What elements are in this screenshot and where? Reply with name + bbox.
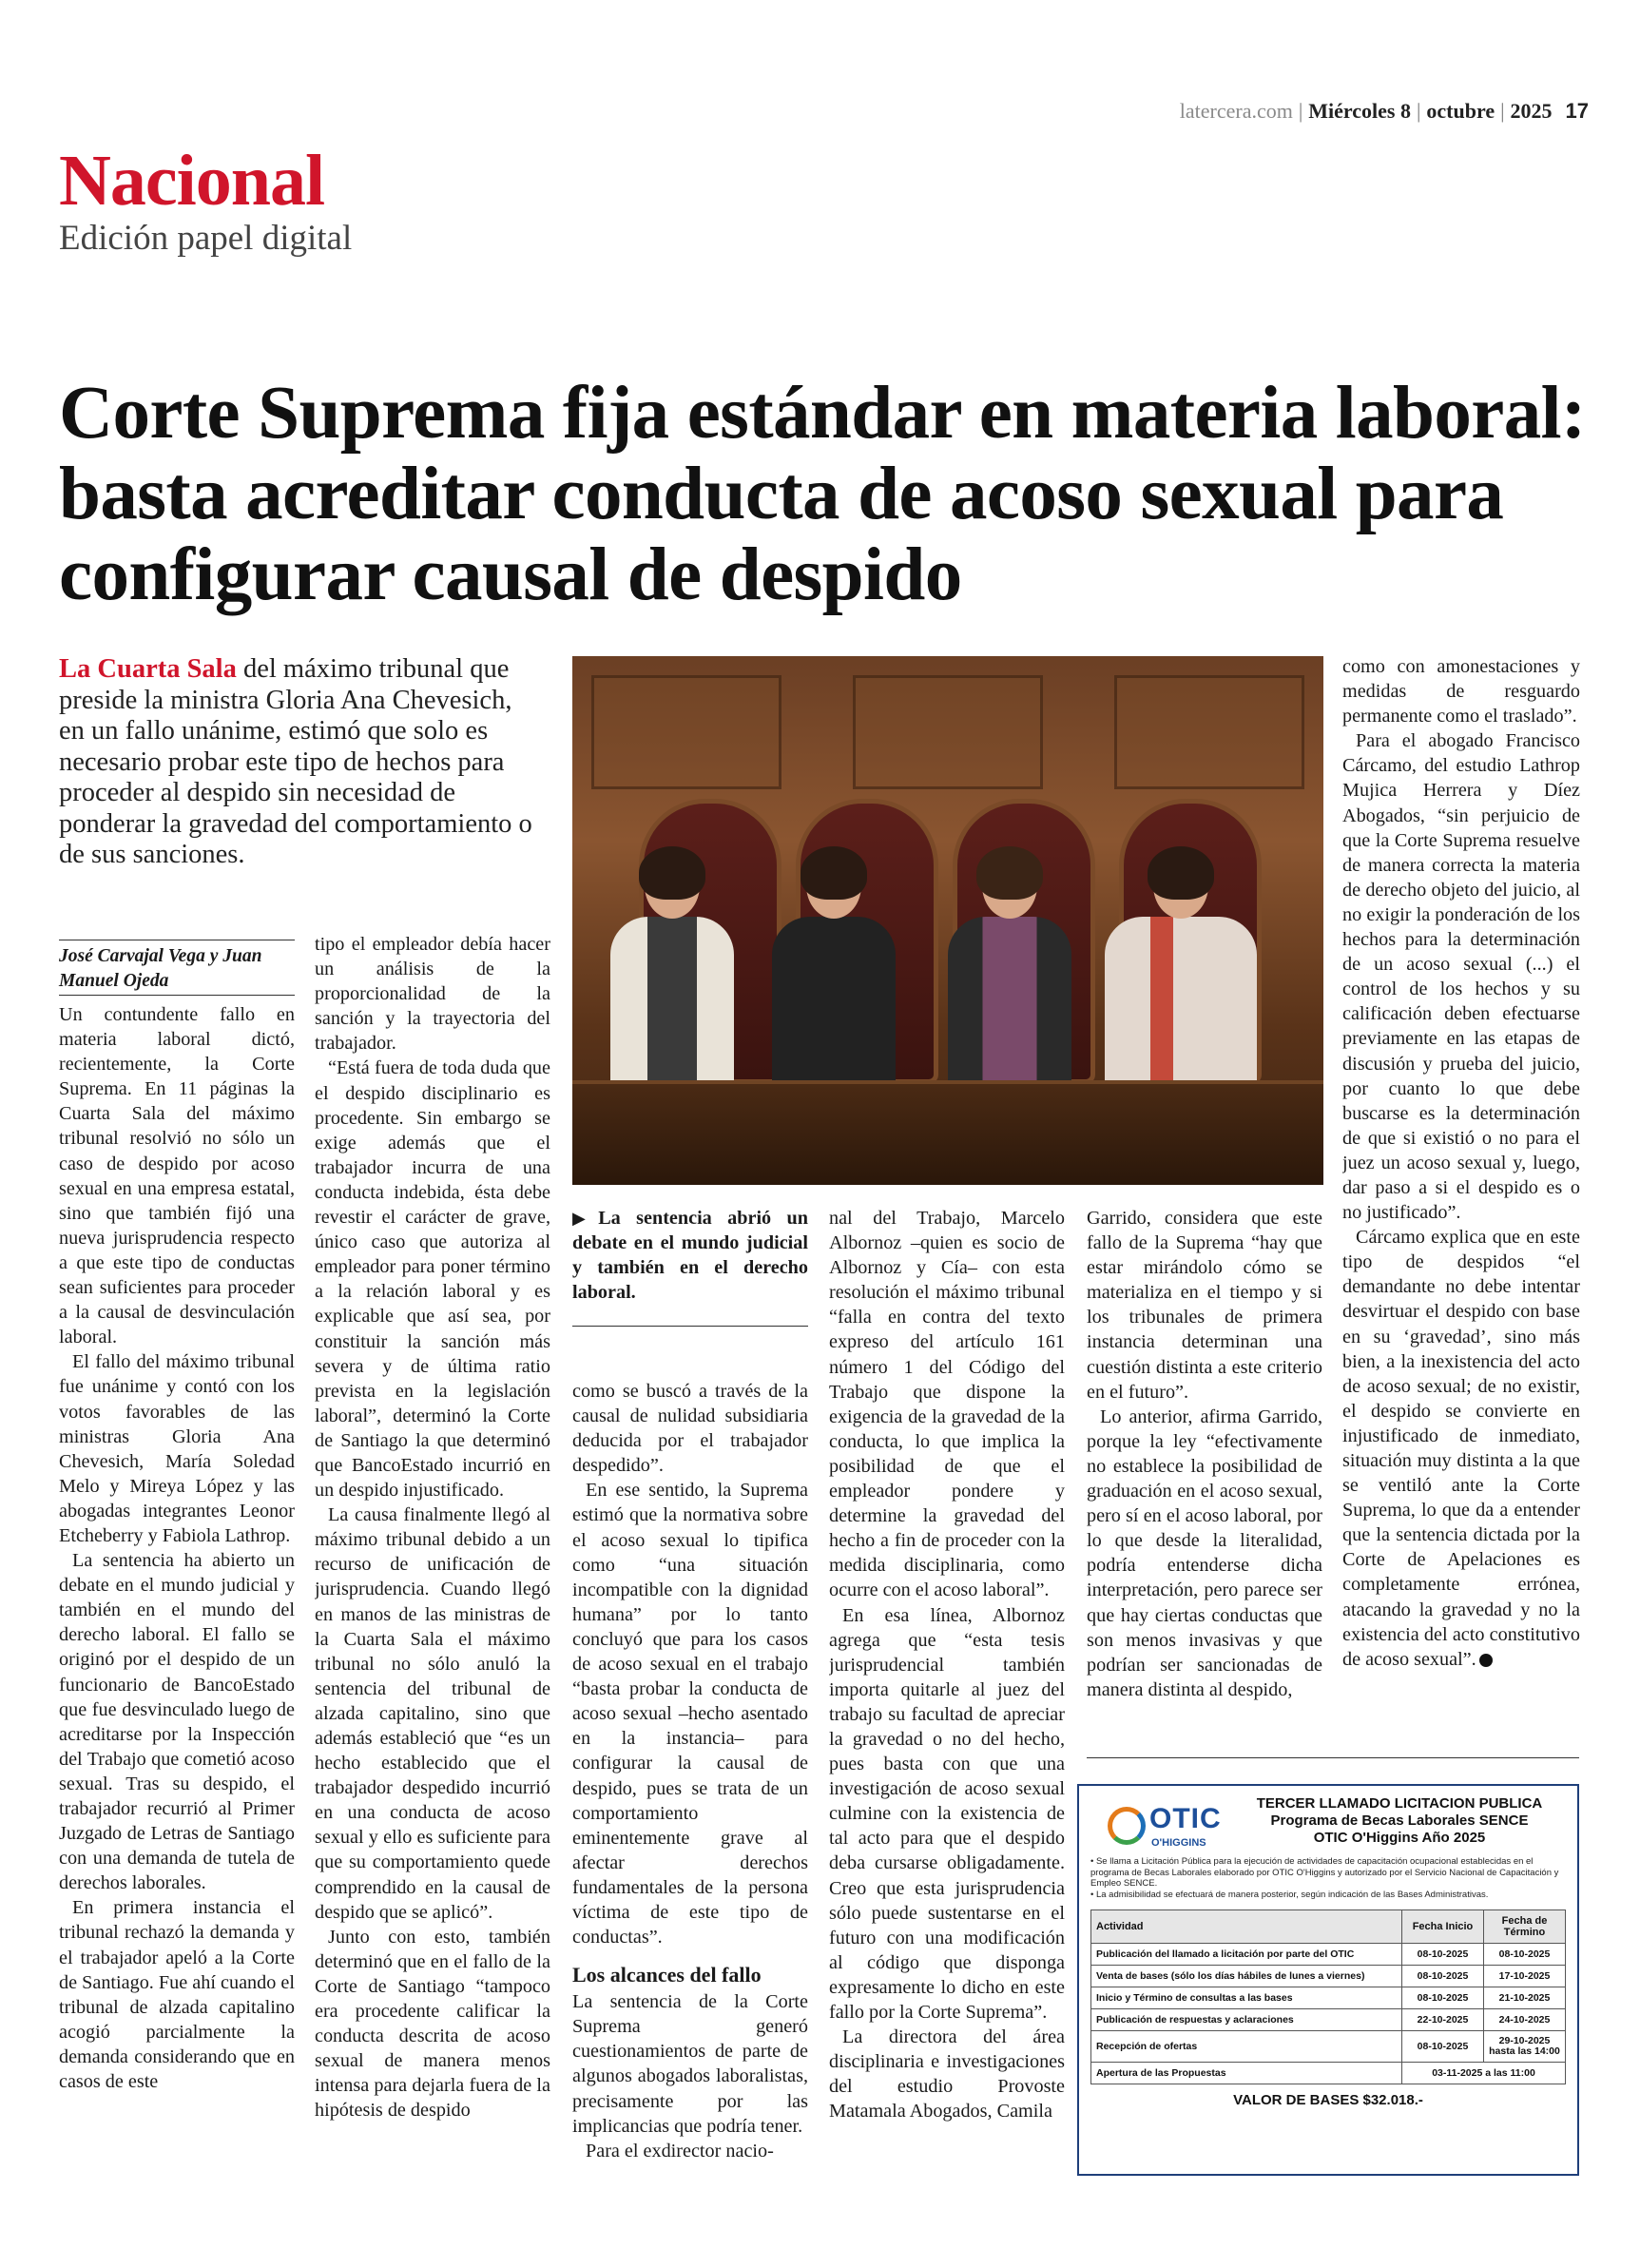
end-of-article-icon bbox=[1479, 1654, 1493, 1667]
paragraph: Un contundente fallo en materia laboral dictó, recientemente, la Corte Suprema. En 11 páginas la Cuarta Sala del máximo tribunal resolvió no sólo un caso de despido por acoso sexual en una empresa estatal, sino que también fijó una nueva jurisprudencia respecto a que este tipo de conductas sean suficientes para proceder a la causal de desvinculación laboral. bbox=[59, 1004, 295, 1348]
photo-caption bbox=[572, 1206, 808, 1305]
ad-note: • Se llama a Licitación Pública para la ejecución de actividades de capacitación ocupacional establecidas en el programa de Becas Laborales elaborado por OTIC O'Higgins y autorizado por el Servicio Nacional de Capacitación y Empleo SENCE. bbox=[1090, 1856, 1559, 1889]
schedule-table bbox=[1090, 1909, 1566, 2084]
person-figure bbox=[772, 852, 896, 1097]
wood-panel bbox=[853, 675, 1043, 789]
date-year: 2025 bbox=[1510, 99, 1553, 123]
paragraph: El fallo del máximo tribunal fue unánime y contó con los votos favorables de las ministras Gloria Ana Chevesich, María Soledad Melo y Mireya López y las abogadas integrantes Leonor Etcheberry y Fabiola Lathrop. bbox=[59, 1351, 295, 1546]
paragraph: Para el exdirector nacio- bbox=[586, 2140, 774, 2161]
wood-panel bbox=[1114, 675, 1304, 789]
article-lead bbox=[59, 654, 544, 871]
desk bbox=[572, 1080, 1323, 1185]
paragraph: tipo el empleador debía hacer un análisis de la proporcionalidad de la sanción y la trayectoria del trabajador. bbox=[315, 934, 550, 1055]
paragraph bbox=[1342, 1225, 1580, 1672]
ad-title-line: TERCER LLAMADO LICITACION PUBLICA bbox=[1256, 1795, 1543, 1812]
person-figure bbox=[1105, 852, 1257, 1097]
otic-logo bbox=[1108, 1801, 1231, 1858]
table-row bbox=[1091, 2009, 1566, 2031]
paragraph: Lo anterior, afirma Garrido, porque la ley “efectivamente no establece la posibilidad de graduación en el acoso sexual, pero sí en el acoso laboral, por lo que desde la literalidad, podría entenderse dicha interpretación, pero parece ser que hay ciertas conductas que son menos invasivas y que podrían ser sancionadas de manera distinta al despido, bbox=[1087, 1405, 1322, 1700]
logo-subtitle: O'HIGGINS bbox=[1151, 1837, 1206, 1849]
table-header-row bbox=[1091, 1910, 1566, 1944]
table-row bbox=[1091, 2063, 1566, 2084]
wood-panel bbox=[591, 675, 781, 789]
paragraph: Junto con esto, también determinó que en el fallo de la Corte de Santiago “tampoco era procedente calificar la conducta descrita de acoso sexual de manera menos intensa para dejarla fuera de la hipótesis de despido bbox=[315, 1926, 550, 2122]
activity-cell: Publicación del llamado a licitación por parte del OTIC bbox=[1091, 1944, 1402, 1966]
ad-note: • La admisibilidad se efectuará de manera posterior, según indicación de las Bases Administrativas. bbox=[1090, 1889, 1489, 1900]
paragraph: La sentencia de la Corte Suprema generó cuestionamientos de parte de algunos abogados laboralistas, precisamente por las implicancias que podría tener. bbox=[572, 1991, 808, 2137]
article-column-2 bbox=[315, 932, 550, 2172]
otic-advertisement bbox=[1077, 1784, 1579, 2176]
paragraph: Garrido, considera que este fallo de la Suprema “hay que estar mirándolo cómo se materializa en el tiempo y si los tribunales de primera instancia determinan una cuestión distinta a este criterio en el futuro”. bbox=[1087, 1208, 1322, 1403]
paragraph: como se buscó a través de la causal de nulidad subsidiaria deducida por el trabajador despedido”. bbox=[572, 1381, 808, 1477]
article-column-5 bbox=[1087, 1206, 1322, 1738]
table-row bbox=[1091, 1944, 1566, 1966]
table-row bbox=[1091, 2031, 1566, 2063]
start-date-cell: 08-10-2025 bbox=[1402, 1987, 1484, 2009]
ad-notes bbox=[1090, 1856, 1566, 1900]
date-span-cell: 03-11-2025 a las 11:00 bbox=[1402, 2063, 1566, 2084]
start-date-cell: 08-10-2025 bbox=[1402, 1944, 1484, 1966]
paragraph: En primera instancia el tribunal rechazó la demanda y el trabajador apeló a la Corte de Santiago. Fue ahí cuando el tribunal de alzada capitalino acogió parcialmente la demanda considerando que en casos de este bbox=[59, 1897, 295, 2093]
column-header: Fecha Inicio bbox=[1402, 1910, 1484, 1944]
triangle-icon: ▶ bbox=[572, 1209, 597, 1228]
paragraph: La directora del área disciplinaria e investigaciones del estudio Provoste Matamala Abogados, Camila bbox=[829, 2026, 1065, 2123]
article-column-4 bbox=[829, 1206, 1065, 2174]
end-date-cell: 17-10-2025 bbox=[1484, 1966, 1566, 1987]
paragraph: En ese sentido, la Suprema estimó que la normativa sobre el acoso sexual lo tipifica como “una situación incompatible con la dignidad humana” por lo tanto concluyó que para los casos de acoso sexual en el trabajo “basta probar la conducta de acoso sexual –hecho asentado en la instancia– para configurar la causal de despido, pues se trata de un comportamiento eminentemente grave al afectar derechos fundamentales de la persona víctima de este tipo de conductas”. bbox=[572, 1480, 808, 1948]
paragraph: “Está fuera de toda duda que el despido disciplinario es procedente. Sin embargo se exige además que el trabajador incurra de una conducta indebida, ésta debe revestir el carácter de grave, único caso que autoriza al empleador para poner término a la relación laboral y es explicable que así sea, por constituir la sanción más severa y de última ratio prevista en la legislación laboral”, determinó la Corte de Santiago la que determinó que BancoEstado incurrió en un despido injustificado. bbox=[315, 1057, 550, 1502]
byline: José Carvajal Vega y Juan Manuel Ojeda bbox=[59, 940, 295, 994]
article-column-6 bbox=[1342, 654, 1580, 1729]
activity-cell: Venta de bases (sólo los días hábiles de lunes a viernes) bbox=[1091, 1966, 1402, 1987]
caption-text: La sentencia abrió un debate en el mundo judicial y también en el derecho laboral. bbox=[572, 1208, 809, 1304]
activity-cell: Publicación de respuestas y aclaraciones bbox=[1091, 2009, 1402, 2031]
paragraph: como con amonestaciones y medidas de resguardo permanente como el traslado”. bbox=[1342, 656, 1580, 727]
logo-name: OTIC bbox=[1149, 1803, 1222, 1834]
masthead: latercera.com | Miércoles 8 | octubre | 2025 17 bbox=[1179, 99, 1589, 123]
article-column-1 bbox=[59, 1002, 295, 2172]
table-row bbox=[1091, 1987, 1566, 2009]
end-date-cell: 08-10-2025 bbox=[1484, 1944, 1566, 1966]
column-header: Fecha de Término bbox=[1484, 1910, 1566, 1944]
article-headline: Corte Suprema fija estándar en materia laboral: basta acreditar conducta de acoso sexual para configurar causal de despido bbox=[59, 372, 1586, 616]
paragraph: La causa finalmente llegó al máximo tribunal debido a un recurso de unificación de jurisprudencia. Cuando llegó en manos de las ministras de la Cuarta Sala el máximo tribunal no sólo anuló la sentencia del tribunal de alzada capitalino, sino que además estableció que “es un hecho establecido que el trabajador despedido incurrió en una conducta de acoso sexual y ello es suficiente para que su comportamiento quede comprendido en la causal de despido que se aplicó”. bbox=[315, 1504, 550, 1923]
start-date-cell: 08-10-2025 bbox=[1402, 1966, 1484, 1987]
end-date-cell: 21-10-2025 bbox=[1484, 1987, 1566, 2009]
date-weekday: Miércoles 8 bbox=[1308, 99, 1411, 123]
site-name: latercera.com bbox=[1179, 99, 1293, 123]
section-title: Nacional bbox=[59, 141, 325, 221]
paragraph-text: Cárcamo explica que en este tipo de despidos “el demandante no debe intentar desvirtuar el despido con base en su ‘gravedad’, sino más bien, a la inexistencia del acto de acoso sexual; de no existir, el despido se convierte en injustificado de inmediato, situación muy distinta a la que se ventiló ante la Corte Suprema, lo que da a entender que la sentencia dictada por la Corte de Apelaciones es completamente errónea, atacando la gravedad y no la existencia del acto constitutivo de acoso sexual”. bbox=[1342, 1227, 1580, 1670]
ad-title-line: Programa de Becas Laborales SENCE bbox=[1270, 1812, 1529, 1829]
article-column-3 bbox=[572, 1379, 808, 2174]
bases-price: VALOR DE BASES $32.018.- bbox=[1233, 2092, 1423, 2108]
ad-divider bbox=[1087, 1757, 1579, 1758]
start-date-cell: 08-10-2025 bbox=[1402, 2031, 1484, 2063]
activity-cell: Recepción de ofertas bbox=[1091, 2031, 1402, 2063]
activity-cell: Inicio y Término de consultas a las bases bbox=[1091, 1987, 1402, 2009]
end-date-cell: 29-10-2025 hasta las 14:00 bbox=[1484, 2031, 1566, 2063]
lead-highlight: La Cuarta Sala bbox=[59, 654, 237, 684]
paragraph: En esa línea, Albornoz agrega que “esta tesis jurisprudencial también importa quitarle al juez del trabajo su facultad de apreciar la gravedad o no del hecho, pues basta con que una investigación de acoso sexual culmine con la existencia de tal acto para que el despido deba cursarse obligadamente. Creo que esta jurisprudencia sólo puede sustentarse en el futuro con una modificación al código que disponga expresamente lo dicho en este fallo por la Corte Suprema”. bbox=[829, 1604, 1065, 2023]
page-number: 17 bbox=[1565, 99, 1589, 123]
subheading: Los alcances del fallo bbox=[572, 1963, 762, 1987]
logo-circle-icon bbox=[1108, 1807, 1146, 1845]
person-figure bbox=[610, 852, 734, 1097]
column-header: Actividad bbox=[1091, 1910, 1402, 1944]
ad-title-line: OTIC O'Higgins Año 2025 bbox=[1313, 1830, 1486, 1846]
byline-divider bbox=[59, 995, 295, 996]
article-photo bbox=[572, 656, 1323, 1185]
edition-label: Edición papel digital bbox=[59, 219, 353, 258]
end-date-cell: 24-10-2025 bbox=[1484, 2009, 1566, 2031]
table-row bbox=[1091, 1966, 1566, 1987]
lead-text: del máximo tribunal que preside la ministra Gloria Ana Chevesich, en un fallo unánime, estimó que solo es necesario probar este tipo de hechos para proceder al despido sin necesidad de ponderar la gravedad del comportamiento o de sus sanciones. bbox=[59, 654, 532, 869]
paragraph: La sentencia ha abierto un debate en el mundo judicial y también en el mundo del derecho laboral. El fallo se originó por el despido de un funcionario de BancoEstado que fue desvinculado luego de acreditarse por la Inspección del Trabajo que cometió acoso sexual. Tras su despido, el trabajador recurrió al Primer Juzgado de Letras de Santiago con una demanda de tutela de derechos laborales. bbox=[59, 1550, 295, 1894]
date-month: octubre bbox=[1426, 99, 1495, 123]
person-figure bbox=[948, 852, 1071, 1097]
paragraph: Para el abogado Francisco Cárcamo, del estudio Lathrop Mujica Herrera y Díez Abogados, “sin perjuicio de que la Corte Suprema resuelve de manera correcta la materia de derecho objeto del juicio, al no exigir la ponderación de los hechos para la determinación de un acoso sexual (...) el control de los hechos y su calificación deben efectuarse previamente en las etapas de discusión y prueba del juicio, por cuanto lo que debe buscarse es la determinación de que si existió o no para el juez un acoso sexual y, luego, dar paso a si el despido es o no justificado”. bbox=[1342, 730, 1580, 1224]
start-date-cell: 22-10-2025 bbox=[1402, 2009, 1484, 2031]
ad-title bbox=[1233, 1795, 1566, 1847]
caption-divider bbox=[572, 1326, 808, 1327]
activity-cell: Apertura de las Propuestas bbox=[1091, 2063, 1402, 2084]
paragraph: nal del Trabajo, Marcelo Albornoz –quien es socio de Albornoz y Cía– con esta resolución el máximo tribunal “falla en contra del texto expreso del artículo 161 número 1 del Código del Trabajo que dispone la exigencia de la gravedad de la conducta, lo que implica la posibilidad de que el empleador pondere y determine la gravedad del hecho a fin de proceder con la medida disciplinaria, como ocurre con el acoso laboral”. bbox=[829, 1208, 1065, 1601]
